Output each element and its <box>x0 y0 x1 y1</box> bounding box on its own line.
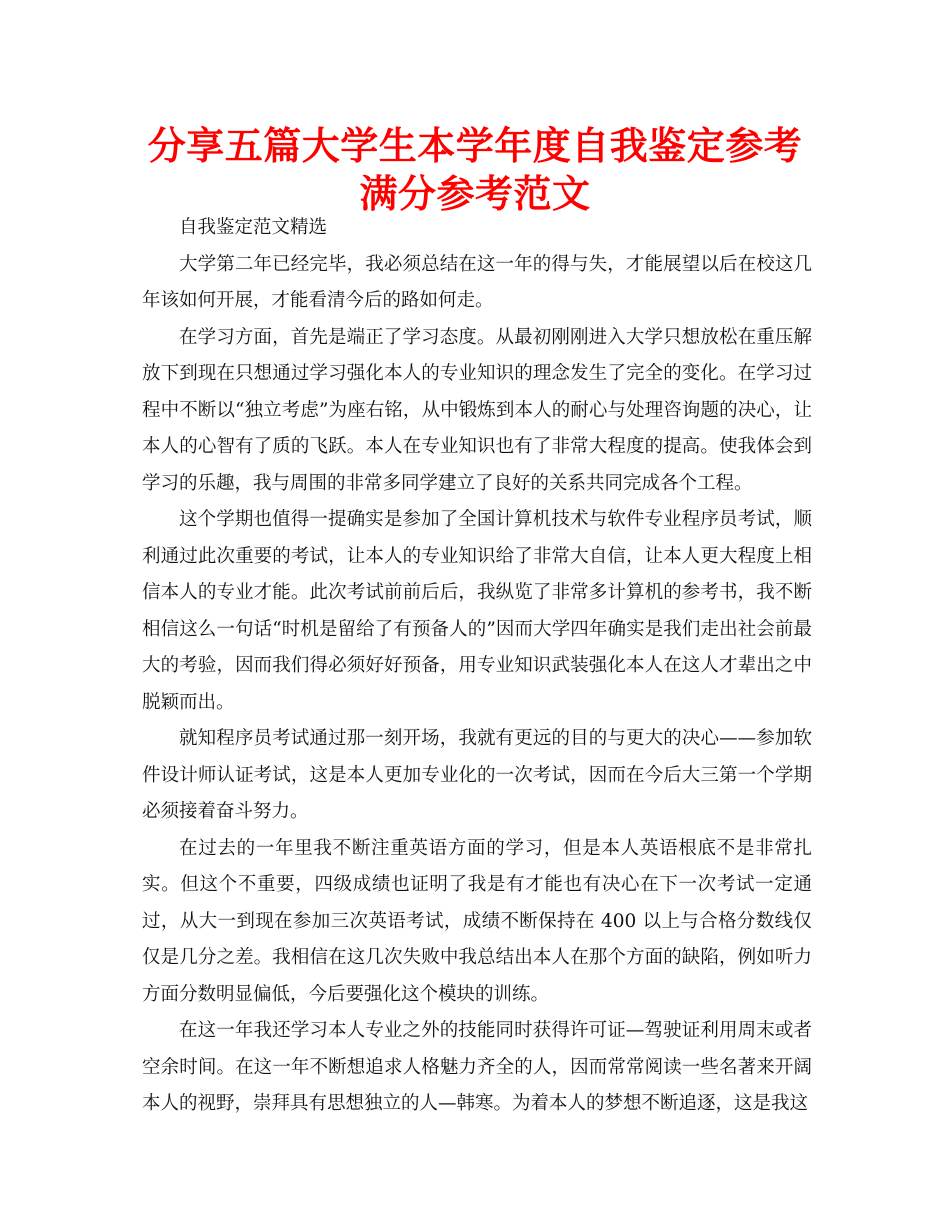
paragraph-subtitle: 自我鉴定范文精选 <box>179 217 328 238</box>
paragraph-intro: 大学第二年已经完毕，我必须总结在这一年的得与失，才能展望以后在校这几年该如何开展，才能看清今后的路如何走。 <box>142 253 812 311</box>
paragraph-study: 在学习方面，首先是端正了学习态度。从最初刚刚进入大学只想放松在重压解放下到现在只想通过学习强化本人的专业知识的理念发生了完全的变化。在学习过程中不断以“独立考虑”为座右铭，从中锻炼到本人的耐心与处理咨询题的决心，让本人的心智有了质的飞跃。本人在专业知识也有了非常大程度的提高。使我体会到学习的乐趣，我与周围的非常多同学建立了良好的关系共同完成各个工程。 <box>142 326 812 494</box>
paragraph-software-designer: 就知程序员考试通过那一刻开场，我就有更远的目的与更大的决心——参加软件设计师认证考试，这是本人更加专业化的一次考试，因而在今后大三第一个学期必须接着奋斗努力。 <box>142 728 812 822</box>
paragraph-english: 在过去的一年里我不断注重英语方面的学习，但是本人英语根底不是非常扎实。但这个不重要，四级成绩也证明了我是有才能也有决心在下一次考试一定通过，从大一到现在参加三次英语考试，成绩不断保持在 400 以上与合格分数线仅仅是几分之差。我相信在这几次失败中我总结出本人在那个方面的缺陷，例如听力方面分数明显偏低，今后要强化这个模块的训练。 <box>142 837 812 1005</box>
paragraph-skills: 在这一年我还学习本人专业之外的技能同时获得许可证—驾驶证利用周末或者空余时间。在这一年不断想追求人格魅力齐全的人，因而常常阅读一些名著来开阔本人的视野，崇拜具有思想独立的人—韩寒。为着本人的梦想不断追逐，这是我这 <box>142 1020 812 1114</box>
document-body <box>142 210 812 1123</box>
paragraph-exam: 这个学期也值得一提确实是参加了全国计算机技术与软件专业程序员考试，顺利通过此次重要的考试，让本人的专业知识给了非常大自信，让本人更大程度上相信本人的专业才能。此次考试前前后后，我纵览了非常多计算机的参考书，我不断相信这么一句话“时机是留给了有预备人的”因而大学四年确实是我们走出社会前最大的考验，因而我们得必须好好预备，用专业知识武装强化本人在这人才辈出之中脱颖而出。 <box>142 509 812 713</box>
document-title: 分享五篇大学生本学年度自我鉴定参考满分参考范文 <box>147 124 803 216</box>
